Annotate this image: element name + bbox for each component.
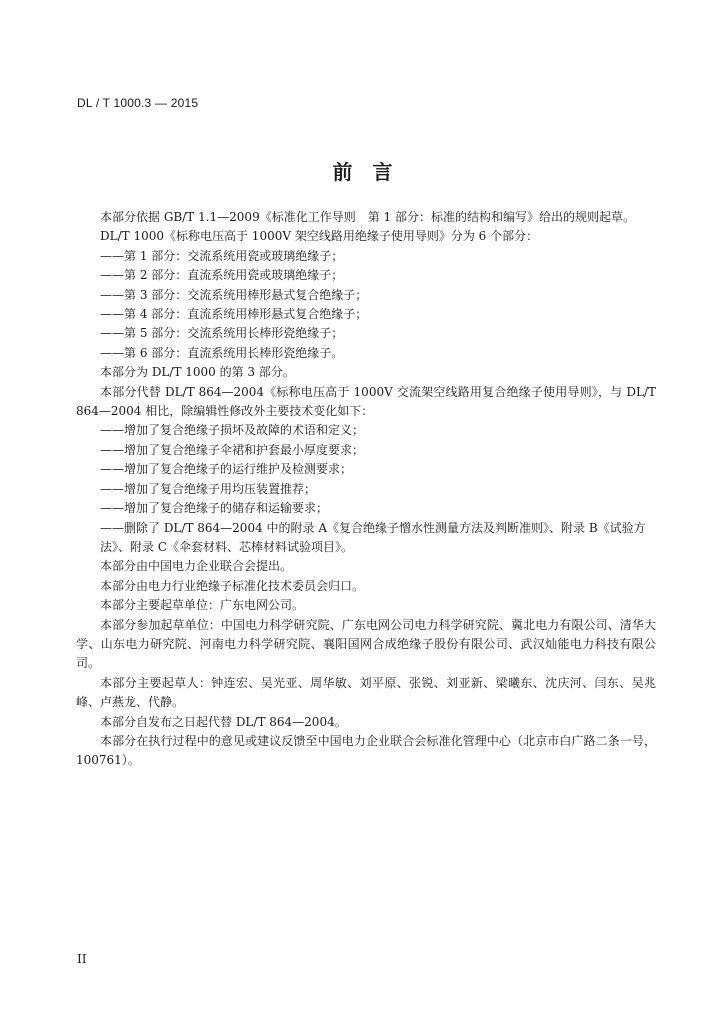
list-item-change-2: ——增加了复合绝缘子伞裙和护套最小厚度要求；	[100, 442, 365, 457]
list-item-part-3: ——第 3 部分：交流系统用棒形悬式复合绝缘子；	[100, 287, 368, 302]
paragraph-basis: 本部分依据 GB/T 1.1—2009《标准化工作导则 第 1 部分：标准的结构和编写》给出的规则起草。	[100, 210, 635, 224]
paragraph-participating-units: 本部分参加起草单位：中国电力科学研究院、广东电网公司电力科学研究院、冀北电力有限公司、清华大学、山东电力研究院、河南电力科学研究院、襄阳国网合成绝缘子股份有限公司、武汉灿能电力科技有限公司。	[76, 617, 656, 671]
paragraph-replaces: 本部分代替 DL/T 864—2004《标称电压高于 1000V 交流架空线路用复合绝缘子使用导则》，与 DL/T 864—2004 相比，除编辑性修改外主要技术变化如下：	[76, 384, 656, 419]
list-item-part-5: ——第 5 部分：交流系统用长棒形瓷绝缘子；	[100, 326, 344, 341]
paragraph-series-intro: DL/T 1000《标称电压高于 1000V 架空线路用绝缘子使用导则》分为 6 个部分：	[100, 229, 539, 244]
list-item-change-6: ——删除了 DL/T 864—2004 中的附录 A《复合绝缘子憎水性测量方法及判断准则》、附录 B《试验方法》、附录 C《伞套材料、芯棒材料试验项目》。	[100, 520, 646, 554]
list-item-change-3: ——增加了复合绝缘子的运行维护及检测要求；	[100, 462, 353, 477]
foreword-body	[76, 208, 656, 771]
list-item-part-1: ——第 1 部分：交流系统用瓷或玻璃绝缘子；	[100, 248, 344, 263]
list-item-part-6: ——第 6 部分：直流系统用长棒形瓷绝缘子。	[100, 345, 344, 360]
paragraph-administered-by: 本部分由电力行业绝缘子标准化技术委员会归口。	[100, 578, 365, 593]
list-item-change-4: ——增加了复合绝缘子用均压装置推荐；	[100, 481, 317, 496]
list-item-change-5: ——增加了复合绝缘子的储存和运输要求；	[100, 501, 329, 516]
list-item-part-4: ——第 4 部分：直流系统用棒形悬式复合绝缘子；	[100, 307, 368, 322]
paragraph-this-part: 本部分为 DL/T 1000 的第 3 部分。	[100, 365, 295, 380]
document-code-header: DL / T 1000.3 — 2015	[77, 96, 199, 110]
page-title: 前 言	[332, 160, 393, 184]
paragraph-proposed-by: 本部分由中国电力企业联合会提出。	[100, 559, 293, 574]
page-number: II	[77, 952, 87, 966]
paragraph-main-drafters: 本部分主要起草人：钟连宏、吴光亚、周华敏、刘平原、张锐、刘亚新、梁曦东、沈庆河、闫东、吴兆峰、卢燕龙、代静。	[76, 675, 656, 710]
list-item-part-2: ——第 2 部分：直流系统用瓷或玻璃绝缘子；	[100, 268, 344, 283]
paragraph-effective: 本部分自发布之日起代替 DL/T 864—2004。	[100, 714, 347, 729]
list-item-change-1: ——增加了复合绝缘子损坏及故障的术语和定义；	[100, 423, 365, 438]
paragraph-feedback: 本部分在执行过程中的意见或建议反馈至中国电力企业联合会标准化管理中心（北京市白广路二条一号，100761）。	[76, 733, 656, 768]
paragraph-main-drafter-unit: 本部分主要起草单位：广东电网公司。	[100, 598, 305, 613]
